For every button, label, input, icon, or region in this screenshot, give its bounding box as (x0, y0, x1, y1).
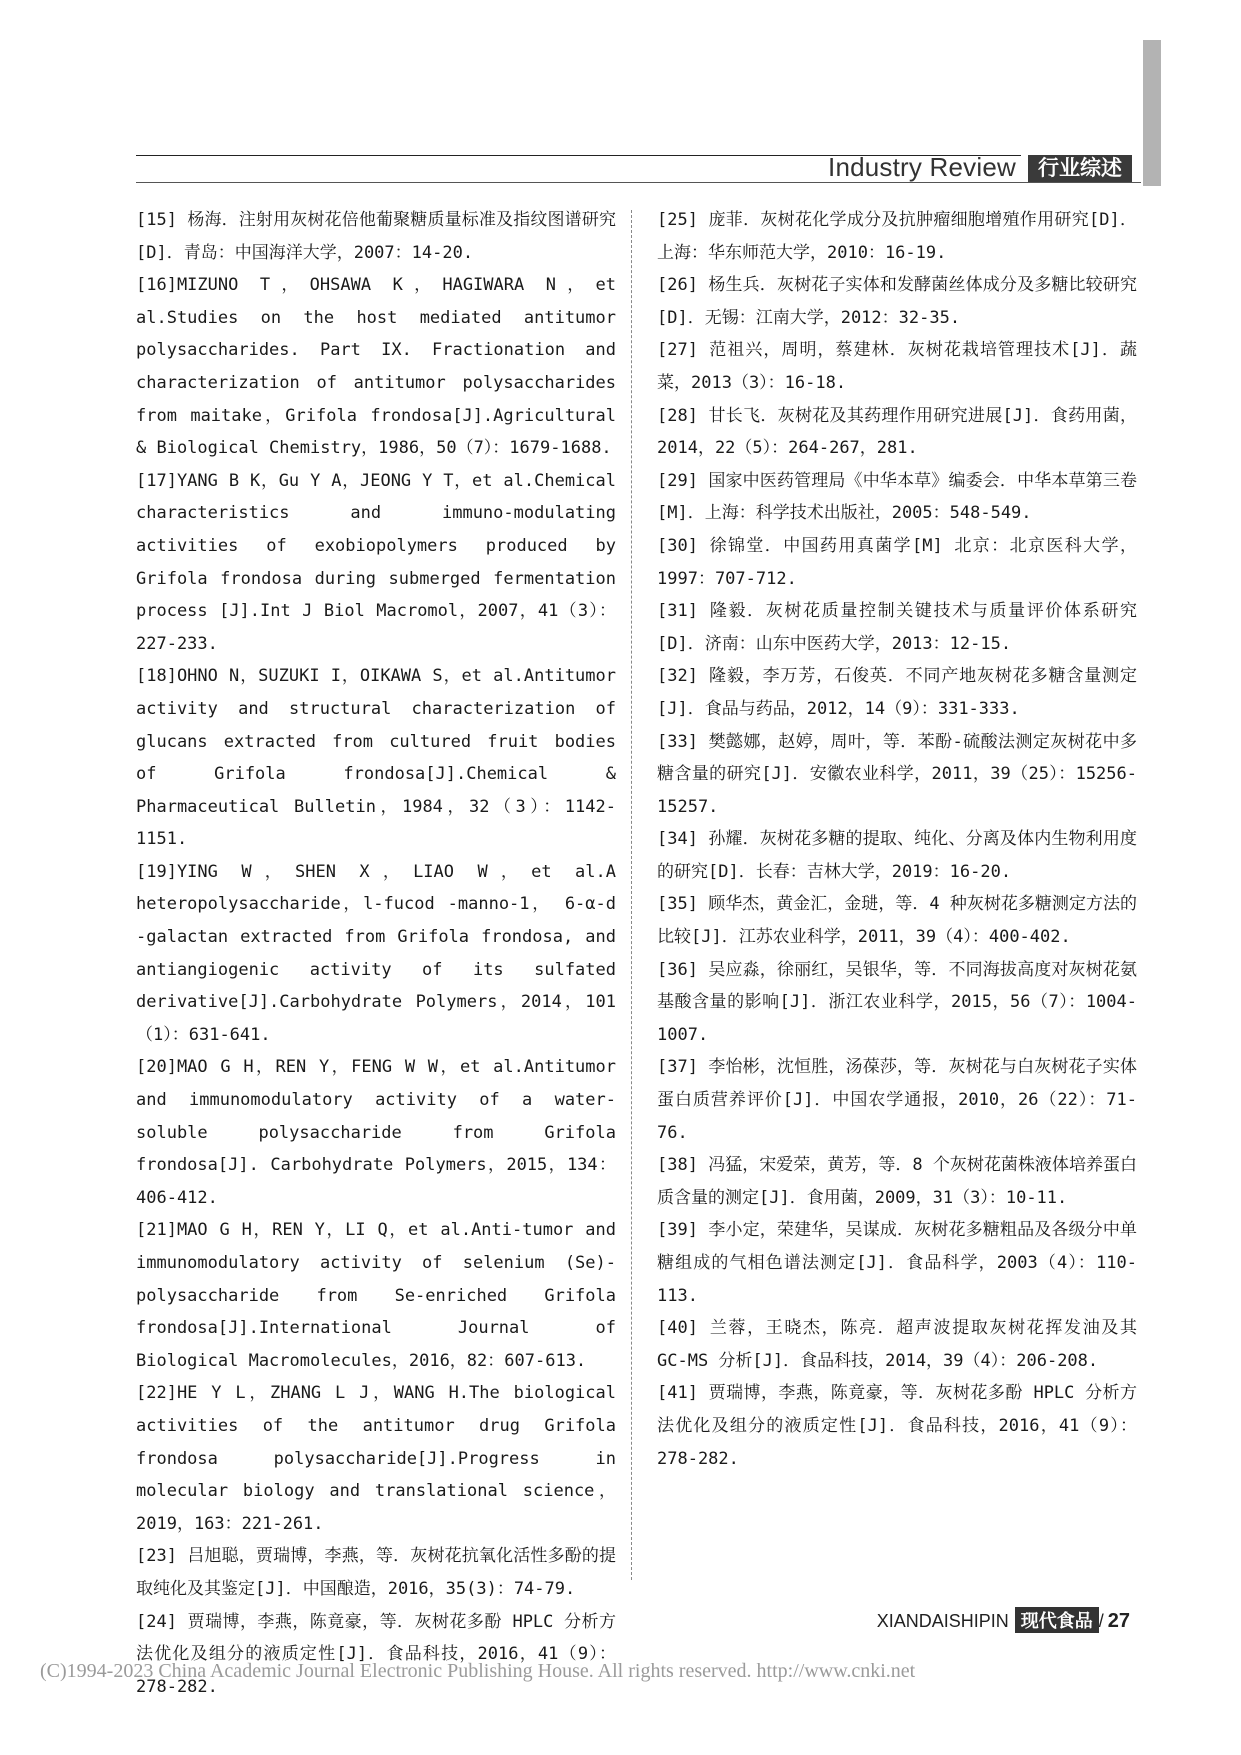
footer-separator: / (1098, 1611, 1104, 1631)
reference-21: [21]MAO G H，REN Y，LI Q，et al.Anti-tumor and immunomodulatory activity of selenium (Se)-polysaccharide from Se-enriched Grifola frondosa[J].International Journal of Biological Macromolecules，2016，82：607-613. (136, 1220, 616, 1371)
reference-40: [40] 兰蓉，王晓杰，陈亮．超声波提取灰树花挥发油及其 GC-MS 分析[J]．食品科技，2014，39（4）：206-208. (657, 1318, 1137, 1371)
reference-26: [26] 杨生兵．灰树花子实体和发酵菌丝体成分及多糖比较研究[D]．无锡：江南大学，2012：32-35. (657, 275, 1137, 328)
journal-name-en: XIANDAISHIPIN (876, 1611, 1009, 1631)
reference-38: [38] 冯猛，宋爱荣，黄芳，等．8 个灰树花菌株液体培养蛋白质含量的测定[J]．食用菌，2009，31（3）：10-11. (657, 1155, 1137, 1208)
page-number: 27 (1107, 1610, 1130, 1632)
column-divider (631, 210, 632, 1580)
reference-37: [37] 李怡彬，沈恒胜，汤葆莎，等．灰树花与白灰树花子实体蛋白质营养评价[J]．中国农学通报，2010，26（22）：71-76. (657, 1057, 1137, 1143)
references-left-column (136, 204, 616, 1703)
journal-name-cn: 现代食品 (1015, 1607, 1099, 1633)
copyright-notice: (C)1994-2023 China Academic Journal Electronic Publishing House. All rights reserved. http://www.cnki.net (40, 1660, 916, 1682)
reference-17: [17]YANG B K，Gu Y A，JEONG Y T，et al.Chemical characteristics and immuno-modulating activities of exobiopolymers produced by Grifola frondosa during submerged fermentation process [J].Int J Biol Macromol，2007，41（3）：227-233. (136, 470, 616, 654)
section-title-cn: 行业综述 (1028, 155, 1132, 182)
side-tab-marker (1143, 40, 1161, 186)
reference-36: [36] 吴应淼，徐丽红，吴银华，等．不同海拔高度对灰树花氨基酸含量的影响[J]．浙江农业科学，2015，56（7）：1004-1007. (657, 959, 1137, 1045)
reference-33: [33] 樊懿娜，赵婷，周叶，等．苯酚-硫酸法测定灰树花中多糖含量的研究[J]．安徽农业科学，2011，39（25）：15256-15257. (657, 731, 1137, 817)
reference-41: [41] 贾瑞博，李燕，陈竟豪，等．灰树花多酚 HPLC 分析方法优化及组分的液质定性[J]．食品科技，2016，41（9）：278-282. (657, 1383, 1137, 1469)
reference-32: [32] 隆毅，李万芳，石俊英．不同产地灰树花多糖含量测定[J]．食品与药品，2012，14（9）：331-333. (657, 666, 1137, 719)
reference-23: [23] 吕旭聪，贾瑞博，李燕，等．灰树花抗氧化活性多酚的提取纯化及其鉴定[J]．中国酿造，2016，35(3)：74-79. (136, 1546, 616, 1599)
reference-19: [19]YING W，SHEN X，LIAO W，et al.A heteropolysaccharide，l-fucod -manno-1， 6-α-d -galactan extracted from Grifola frondosa, and antiangiogenic activity of its sulfated derivative[J].Carbohydrate Polymers，2014，101（1）：631-641. (136, 861, 616, 1045)
reference-22: [22]HE Y L，ZHANG L J，WANG H.The biological activities of the antitumor drug Grifola frondosa polysaccharide[J].Progress in molecular biology and translational science，2019，163：221-261. (136, 1383, 616, 1534)
reference-31: [31] 隆毅．灰树花质量控制关键技术与质量评价体系研究[D]．济南：山东中医药大学，2013：12-15. (657, 601, 1137, 654)
reference-18: [18]OHNO N，SUZUKI I，OIKAWA S，et al.Antitumor activity and structural characterization of glucans extracted from cultured fruit bodies of Grifola frondosa[J].Chemical & Pharmaceutical Bulletin，1984，32（3）：1142-1151. (136, 666, 616, 850)
reference-25: [25] 庞菲．灰树花化学成分及抗肿瘤细胞增殖作用研究[D]．上海：华东师范大学，2010：16-19. (657, 210, 1137, 263)
references-right-column (657, 204, 1137, 1475)
page-footer (760, 1607, 1130, 1633)
reference-16: [16]MIZUNO T，OHSAWA K，HAGIWARA N，et al.Studies on the host mediated antitumor polysaccharides. Part IX. Fractionation and characterization of antitumor polysaccharides from maitake，Grifola frondosa[J].Agricultural & Biological Chemistry，1986，50（7）：1679-1688. (136, 275, 616, 459)
reference-39: [39] 李小定，荣建华，吴谋成．灰树花多糖粗品及各级分中单糖组成的气相色谱法测定[J]．食品科学，2003（4）：110-113. (657, 1220, 1137, 1306)
reference-20: [20]MAO G H，REN Y，FENG W W，et al.Antitumor and immunomodulatory activity of a water-soluble polysaccharide from Grifola frondosa[J]. Carbohydrate Polymers，2015，134：406-412. (136, 1057, 616, 1208)
reference-27: [27] 范祖兴，周明，蔡建林．灰树花栽培管理技术[J]．蔬菜，2013（3）：16-18. (657, 340, 1137, 393)
reference-34: [34] 孙耀．灰树花多糖的提取、纯化、分离及体内生物利用度的研究[D]．长春：吉林大学，2019：16-20. (657, 829, 1137, 882)
reference-35: [35] 顾华杰，黄金汇，金琎，等．4 种灰树花多糖测定方法的比较[J]．江苏农业科学，2011，39（4）：400-402. (657, 894, 1137, 948)
reference-29: [29] 国家中医药管理局《中华本草》编委会．中华本草第三卷[M]．上海：科学技术出版社，2005：548-549. (657, 470, 1137, 524)
reference-15: [15] 杨海．注射用灰树花倍他葡聚糖质量标准及指纹图谱研究[D]．青岛：中国海洋大学，2007：14-20. (136, 210, 616, 263)
reference-24: [24] 贾瑞博，李燕，陈竟豪，等．灰树花多酚 HPLC 分析方法优化及组分的液质定性[J]．食品科技，2016，41（9）：278-282. (136, 1611, 616, 1697)
section-title-en: Industry Review (828, 152, 1016, 182)
reference-30: [30] 徐锦堂．中国药用真菌学[M] 北京：北京医科大学，1997：707-712. (657, 535, 1137, 589)
reference-28: [28] 甘长飞．灰树花及其药理作用研究进展[J]．食药用菌，2014，22（5）：264-267，281. (657, 405, 1137, 459)
